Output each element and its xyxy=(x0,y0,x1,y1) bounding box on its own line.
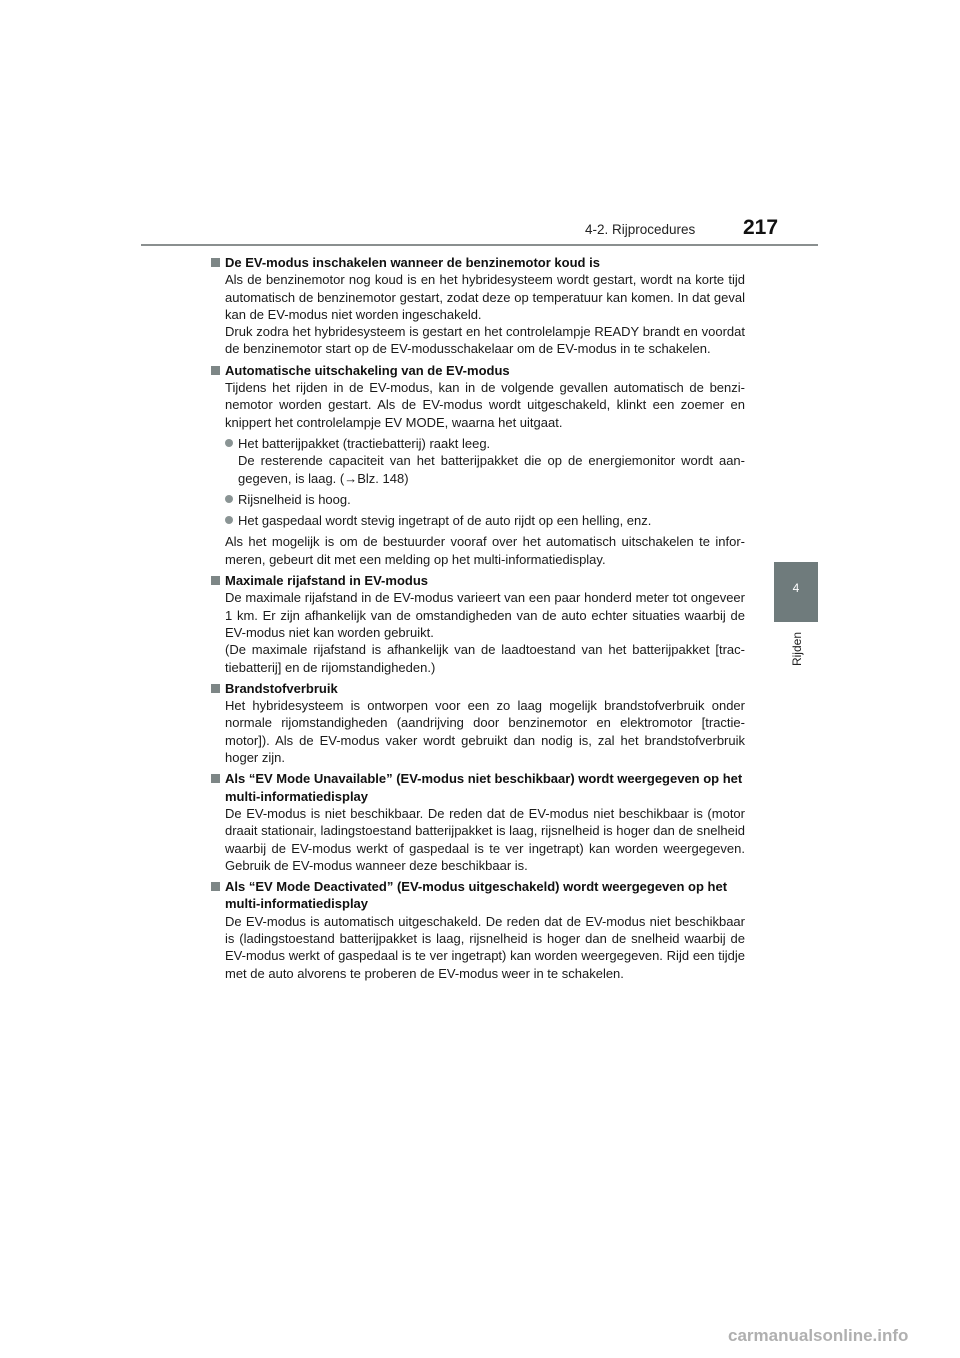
paragraph: De EV-modus is niet beschikbaar. De reden dat de EV-modus niet beschikbaar is (motor draait stationair, ladingstoestand batterijpakket is laag, rijsnelheid is hoger dan de snelheid waarbij de EV-modus werkt of gaspedaal is te ver ingetrapt) kan worden weergegeven. Gebruik de EV-modus wanneer deze beschikbaar is. xyxy=(225,805,745,873)
list-item-text: De resterende capaciteit van het batterijpakket die op de energiemonitor wordt aangegeven, is laag. (→Blz. 148) xyxy=(238,453,745,486)
section-ev-cold-engine xyxy=(211,254,745,358)
page-content xyxy=(211,254,745,986)
section-body xyxy=(225,589,745,675)
list-item-text: Het gaspedaal wordt stevig ingetrapt of de auto rijdt op een helling, enz. xyxy=(238,513,652,529)
section-ev-deactivated xyxy=(211,878,745,982)
paragraph: De EV-modus is automatisch uitgeschakeld. De reden dat de EV-modus niet beschikbaar is (ladingstoestand batterijpakket is laag, rijsnelheid is hoger dan de snelheid waarbij de EV-modus werkt of gaspedaal is te ver ingetrapt) kan worden weergegeven. Rijd een tijdje met de auto alvorens te proberen de EV-modus weer in te schakelen. xyxy=(225,913,745,981)
section-title: Brandstofverbruik xyxy=(211,680,745,697)
chapter-tab xyxy=(774,562,818,622)
chapter-number: 4 xyxy=(792,581,800,595)
section-auto-cancel xyxy=(211,362,745,568)
section-body xyxy=(225,697,745,766)
chapter-label: Rijden xyxy=(790,632,804,667)
list-item xyxy=(225,491,745,508)
round-bullet-icon xyxy=(225,439,233,447)
paragraph: (De maximale rijafstand is afhankelijk van de laadtoestand van het batterijpakket [tractiebatterij] en de rijomstandigheden.) xyxy=(225,642,745,675)
section-title: Maximale rijafstand in EV-modus xyxy=(211,572,745,589)
section-body xyxy=(225,805,745,874)
square-bullet-icon xyxy=(211,576,220,585)
list-item-text: Het batterijpakket (tractiebatterij) raakt leeg. xyxy=(238,435,491,451)
list-item-text: Rijsnelheid is hoog. xyxy=(238,491,351,507)
list-item xyxy=(225,435,745,487)
list-item xyxy=(225,512,745,529)
header-divider xyxy=(141,244,818,246)
square-bullet-icon xyxy=(211,774,220,783)
section-title: Als “EV Mode Unavailable” (EV-modus niet beschikbaar) wordt weergegeven op het multi-informatiedisplay xyxy=(211,770,745,805)
square-bullet-icon xyxy=(211,684,220,693)
section-fuel-consumption xyxy=(211,680,745,766)
section-body: Tijdens het rijden in de EV-modus, kan in de volgende gevallen automatisch de benzinemotor worden gestart. Als de EV-modus wordt uitgeschakeld, klinkt een zoemer en knippert het controlelampje EV MODE, waarna het uitgaat. xyxy=(225,380,745,430)
square-bullet-icon xyxy=(211,366,220,375)
round-bullet-icon xyxy=(225,516,233,524)
section-max-range xyxy=(211,572,745,676)
watermark: carmanualsonline.info xyxy=(728,1326,909,1345)
section-title: Als “EV Mode Deactivated” (EV-modus uitgeschakeld) wordt weergegeven op het multi-informatiedisplay xyxy=(211,878,745,913)
square-bullet-icon xyxy=(211,258,220,267)
section-ev-unavailable xyxy=(211,770,745,874)
section-title: Automatische uitschakeling van de EV-modus xyxy=(211,362,745,379)
square-bullet-icon xyxy=(211,882,220,891)
section-body xyxy=(225,271,745,357)
round-bullet-icon xyxy=(225,495,233,503)
paragraph: Als de benzinemotor nog koud is en het hybridesysteem wordt gestart, wordt na korte tijd automatisch de benzinemotor gestart, zodat deze op temperatuur kan komen. In dat geval kan de EV-modus niet worden ingeschakeld. xyxy=(225,272,745,322)
page-number: 217 xyxy=(743,216,779,239)
section-body xyxy=(225,913,745,982)
paragraph: Druk zodra het hybridesysteem is gestart en het controlelampje READY brandt en voordat de benzinemotor start op de EV-modusschakelaar om de EV-modus in te schakelen. xyxy=(225,324,745,357)
section-title: De EV-modus inschakelen wanneer de benzinemotor koud is xyxy=(211,254,745,271)
section-body: Als het mogelijk is om de bestuurder vooraf over het automatisch uitschakelen te informeren, gebeurt dit met een melding op het multi-informatiedisplay. xyxy=(225,534,745,567)
paragraph: De maximale rijafstand in de EV-modus varieert van een paar honderd meter tot ongeveer 1 km. Er zijn afhankelijk van de omstandigheden van de auto echter situaties waarbij de EV-modus niet kan worden gebruikt. xyxy=(225,590,745,640)
paragraph: Het hybridesysteem is ontworpen voor een zo laag mogelijk brandstofverbruik onder normale rijomstandigheden (aandrijving door benzinemotor en elektromotor [tractiemotor]). Als de EV-modus vaker wordt gebruikt dan nodig is, zal het brandstofverbruik hoger zijn. xyxy=(225,698,745,766)
section-header: 4-2. Rijprocedures xyxy=(585,222,696,237)
